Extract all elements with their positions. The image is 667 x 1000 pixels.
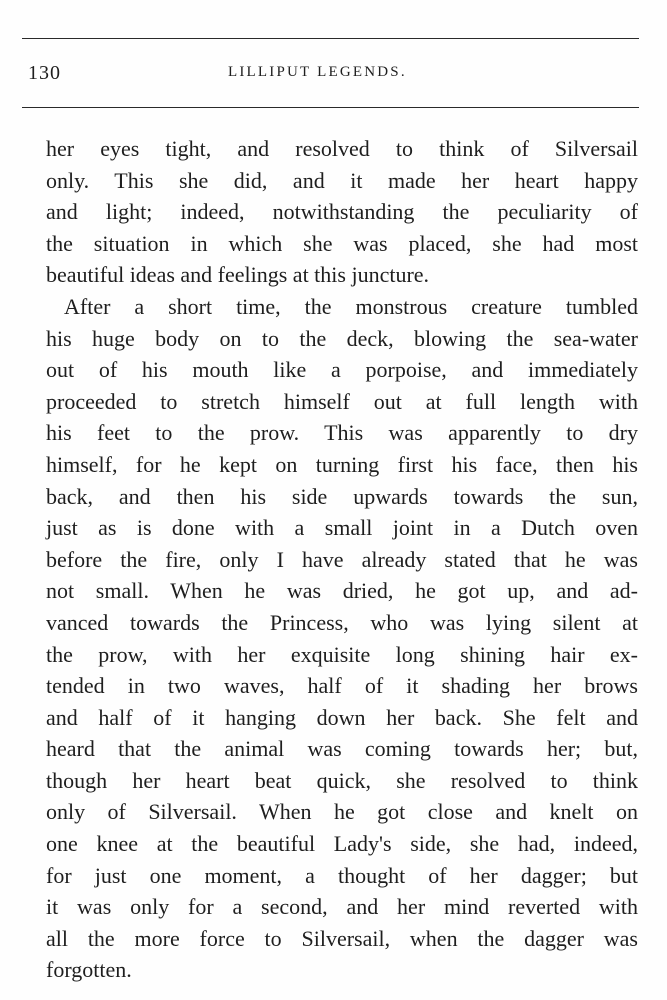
text-line: only. This she did, and it made her heart happy	[46, 167, 638, 193]
text-line: vanced towards the Princess, who was lying silent at	[46, 609, 638, 635]
text-line: himself, for he kept on turning first his face, then his	[46, 451, 638, 477]
text-line: all the more force to Silversail, when the dagger was	[46, 925, 638, 951]
text-line: back, and then his side upwards towards the sun,	[46, 483, 638, 509]
text-line: his feet to the prow. This was apparently to dry	[46, 420, 638, 446]
text-line: for just one moment, a thought of her dagger; but	[46, 862, 638, 888]
text-line: the prow, with her exquisite long shining hair ex-	[46, 641, 638, 667]
header-bottom-rule	[22, 107, 639, 108]
text-line: proceeded to stretch himself out at full length with	[46, 388, 638, 414]
text-line: though her heart beat quick, she resolved to think	[46, 767, 638, 793]
text-line: forgotten.	[46, 957, 132, 983]
text-line: just as is done with a small joint in a Dutch oven	[46, 515, 638, 541]
page-number: 130	[28, 62, 61, 84]
text-line: one knee at the beautiful Lady's side, she had, indeed,	[46, 831, 638, 857]
text-line: her eyes tight, and resolved to think of Silversail	[46, 136, 638, 161]
header-top-rule	[22, 38, 639, 39]
text-line: beautiful ideas and feelings at this juncture.	[46, 262, 430, 288]
text-line: not small. When he was dried, he got up, and ad-	[46, 578, 638, 604]
text-line: his huge body on to the deck, blowing the sea-water	[46, 325, 638, 351]
text-line: the situation in which she was placed, she had most	[46, 230, 638, 256]
text-line: tended in two waves, half of it shading her brows	[46, 673, 638, 699]
text-line: After a short time, the monstrous creature tumbled	[64, 293, 638, 319]
book-title: LILLIPUT LEGENDS.	[228, 64, 407, 80]
text-line: out of his mouth like a porpoise, and immediately	[46, 357, 638, 383]
text-line: before the fire, only I have already stated that he was	[46, 546, 638, 572]
text-line: only of Silversail. When he got close and knelt on	[46, 799, 638, 825]
text-line: and light; indeed, notwithstanding the peculiarity of	[46, 199, 638, 225]
body-text	[46, 133, 638, 986]
text-line: and half of it hanging down her back. She felt and	[46, 704, 638, 730]
text-line: it was only for a second, and her mind reverted with	[46, 894, 638, 920]
running-head	[28, 62, 628, 88]
text-line: heard that the animal was coming towards her; but,	[46, 736, 638, 762]
